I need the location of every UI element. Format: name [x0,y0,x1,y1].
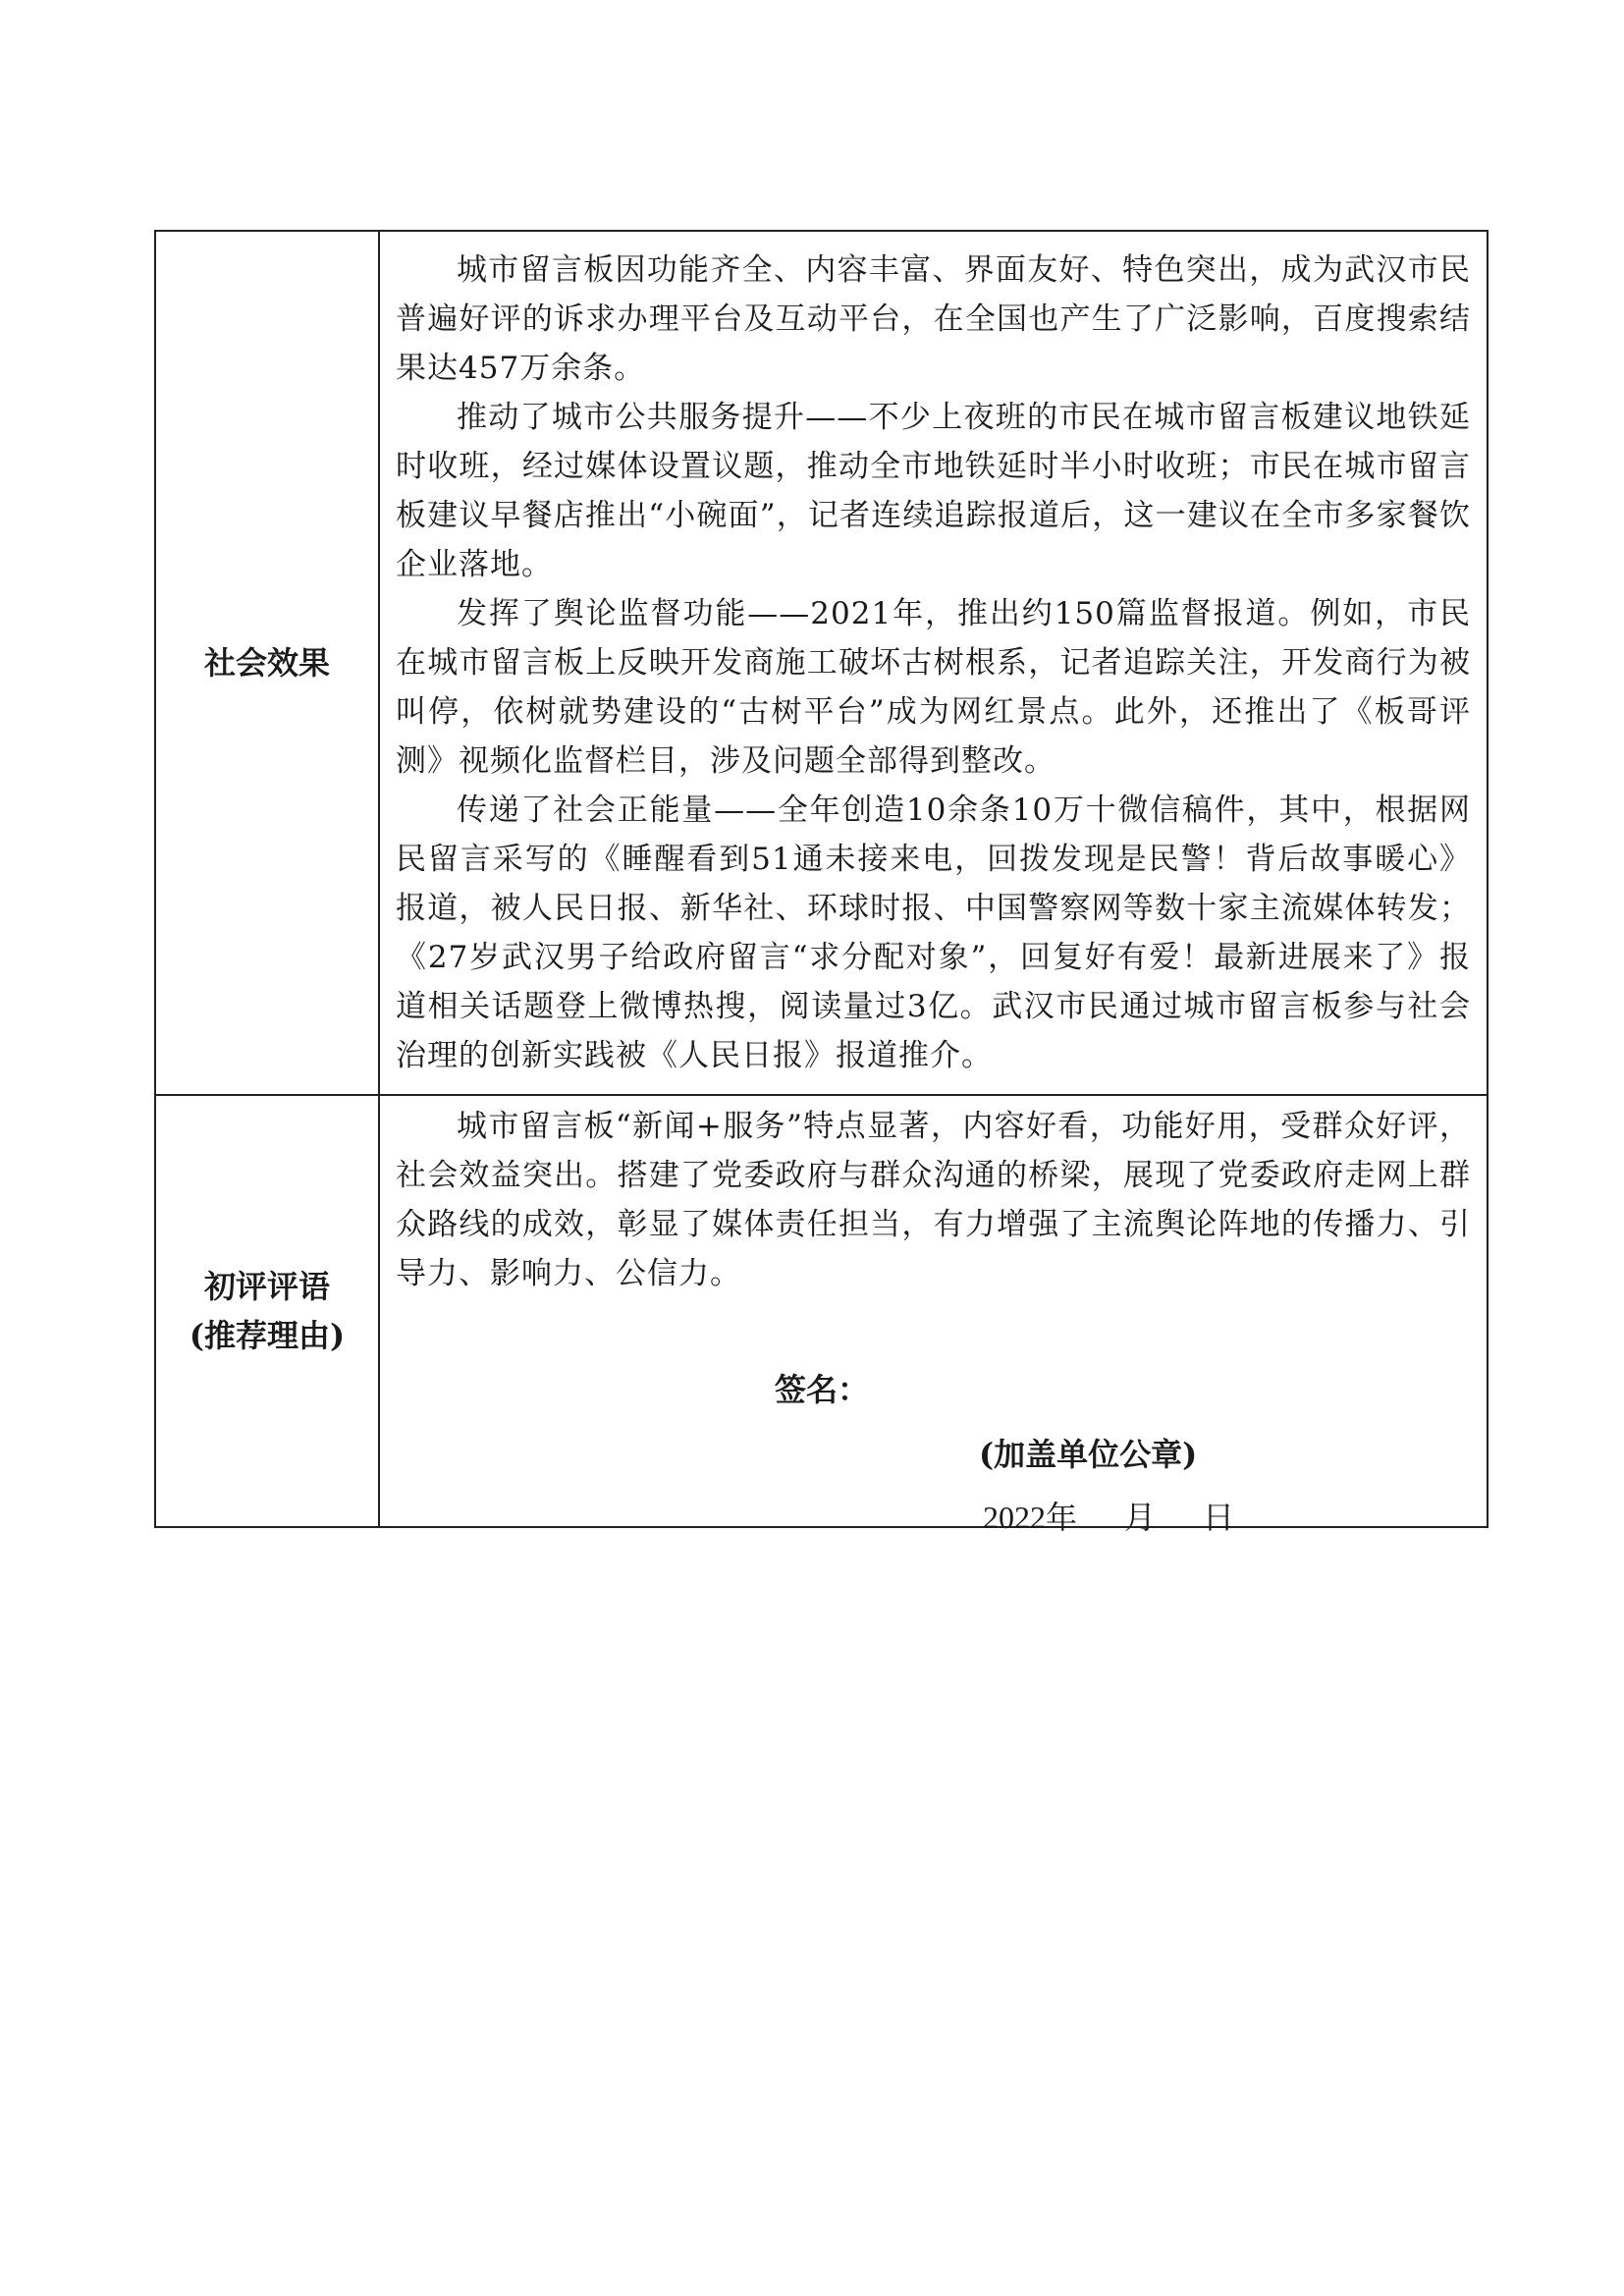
date-day: 日 [1203,1500,1235,1535]
social-effect-paragraph: 传递了社会正能量——全年创造10余条10万十微信稿件，其中，根据网民留言采写的《睡醒看到51通未接来电，回拨发现是民警！背后故事暖心》报道，被人民日报、新华社、环球时报、中国警察网等数十家主流媒体转发；《27岁武汉男子给政府留言“求分配对象”，回复好有爱！最新进展来了》报道相关话题登上微博热搜，阅读量过3亿。武汉市民通过城市留言板参与社会治理的创新实践被《人民日报》报道推介。 [396,793,1471,1073]
social-effect-paragraph: 发挥了舆论监督功能——2021年，推出约150篇监督报道。例如，市民在城市留言板上反映开发商施工破坏古树根系，记者追踪关注，开发商行为被叫停，依树就势建设的“古树平台”成为网红景点。此外，还推出了《板哥评测》视频化监督栏目，涉及问题全部得到整改。 [396,596,1471,779]
social-effect-label-text: 社会效果 [203,644,330,682]
social-effect-content [379,231,1488,1095]
social-effect-row [155,231,1488,1095]
review-label [155,1095,379,1527]
review-content [379,1095,1488,1535]
signature-label: 签名： [775,1371,870,1408]
review-label-line2: (推荐理由) [189,1317,346,1354]
seal-note: (加盖单位公章) [979,1436,1198,1473]
social-effect-paragraph: 城市留言板因功能齐全、内容丰富、界面友好、特色突出，成为武汉市民普遍好评的诉求办理平台及互动平台，在全国也产生了广泛影响，百度搜索结果达457万余条。 [396,252,1471,386]
social-effect-paragraph: 推动了城市公共服务提升——不少上夜班的市民在城市留言板建议地铁延时收班，经过媒体设置议题，推动全市地铁延时半小时收班；市民在城市留言板建议早餐店推出“小碗面”，记者连续追踪报道后，这一建议在全市多家餐饮企业落地。 [396,400,1471,582]
evaluation-form-table [154,230,1489,1535]
review-row [155,1095,1488,1527]
date-line [983,1493,1234,1538]
date-year: 2022年 [983,1500,1078,1535]
review-label-line1: 初评评语 [203,1268,330,1305]
review-paragraph: 城市留言板“新闻+服务”特点显著，内容好看，功能好用，受群众好评，社会效益突出。搭建了党委政府与群众沟通的桥梁，展现了党委政府走网上群众路线的成效，彰显了媒体责任担当，有力增强了主流舆论阵地的传播力、引导力、影响力、公信力。 [396,1109,1471,1291]
date-month: 月 [1124,1500,1157,1535]
social-effect-label [155,231,379,1095]
